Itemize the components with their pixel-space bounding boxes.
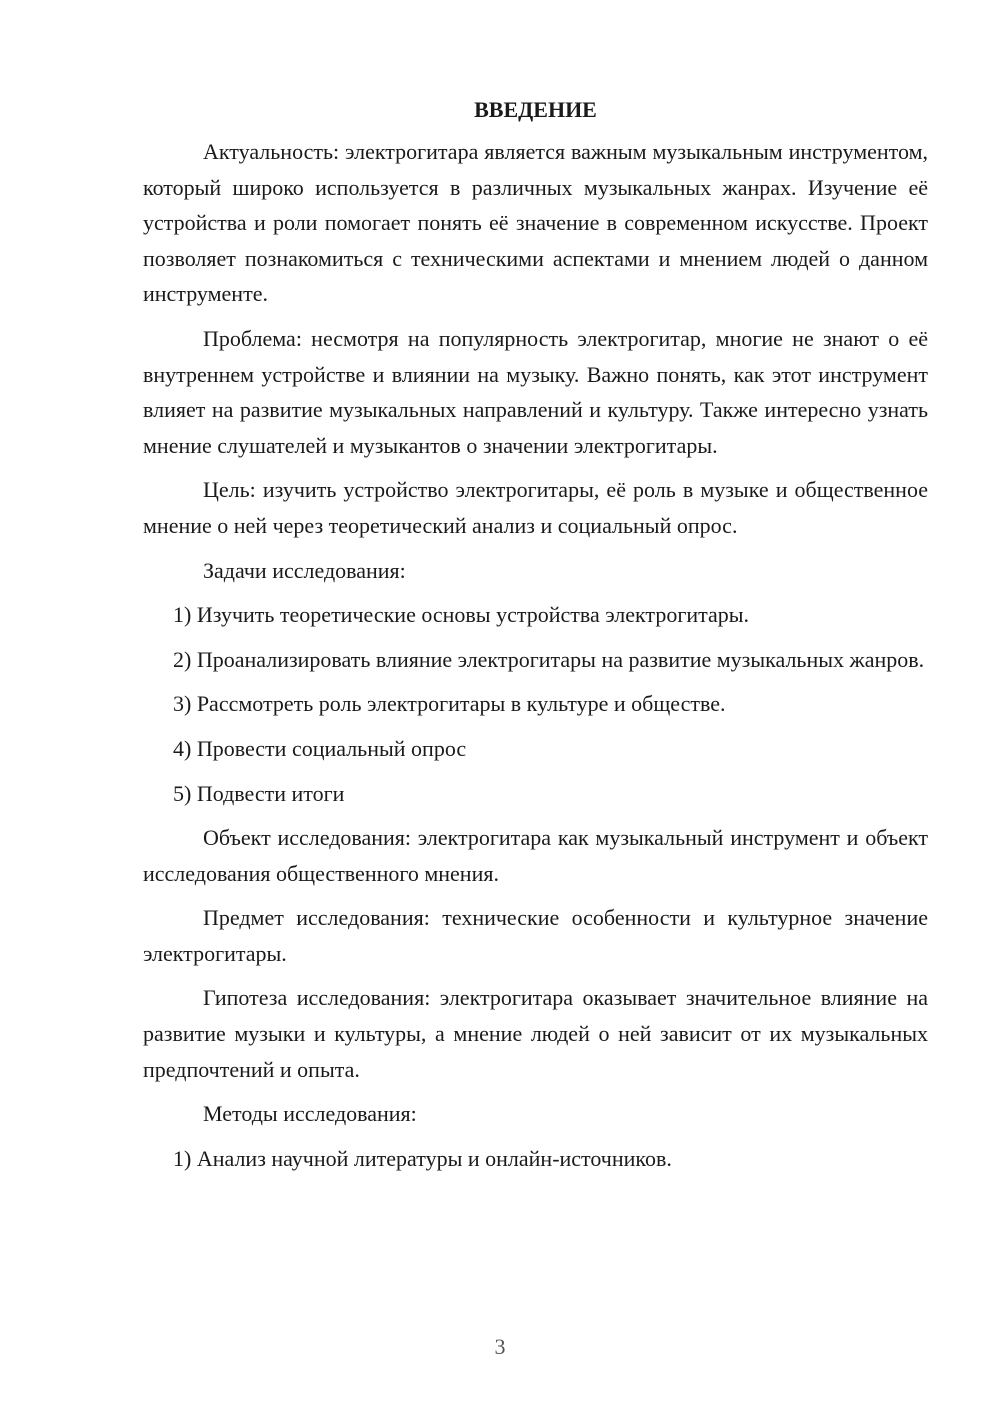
task-item-1: 1) Изучить теоретические основы устройства электрогитары. [173,602,750,628]
task-item-4: 4) Провести социальный опрос [173,735,467,761]
tasks-title: Задачи исследования: [203,557,406,583]
task-item-2: 2) Проанализировать влияние электрогитары на развитие музыкальных жанров. [173,646,925,672]
section-heading: ВВЕДЕНИЕ [474,97,597,122]
page-number: 3 [494,1334,506,1359]
problem-paragraph: Проблема: несмотря на популярность электрогитар, многие не знают о её внутреннем устройстве и влиянии на музыку. Важно понять, как этот инструмент влияет на развитие музыкальных направлений и культуру. Также интересно узнать мнение слушателей и музыкантов о значении электрогитары. [143,325,928,458]
object-paragraph: Объект исследования: электрогитара как музыкальный инструмент и объект исследования общественного мнения. [143,825,928,886]
relevance-paragraph: Актуальность: электрогитара является важным музыкальным инструментом, который широко используется в различных музыкальных жанрах. Изучение её устройства и роли помогает понять её значение в современном искусстве. Проект позволяет познакомиться с техническими аспектами и мнением людей о данном инструменте. [143,139,928,307]
method-item-1: 1) Анализ научной литературы и онлайн-источников. [173,1145,672,1171]
task-item-3: 3) Рассмотреть роль электрогитары в культуре и обществе. [173,691,726,717]
task-item-5: 5) Подвести итоги [173,780,345,806]
hypothesis-paragraph: Гипотеза исследования: электрогитара оказывает значительное влияние на развитие музыки и культуры, а мнение людей о ней зависит от их музыкальных предпочтений и опыта. [143,985,928,1082]
methods-title: Методы исследования: [203,1101,417,1127]
goal-paragraph: Цель: изучить устройство электрогитары, её роль в музыке и общественное мнение о ней через теоретический анализ и социальный опрос. [143,477,928,538]
subject-paragraph: Предмет исследования: технические особенности и культурное значение электрогитары. [143,905,928,966]
document-page [143,95,928,1185]
